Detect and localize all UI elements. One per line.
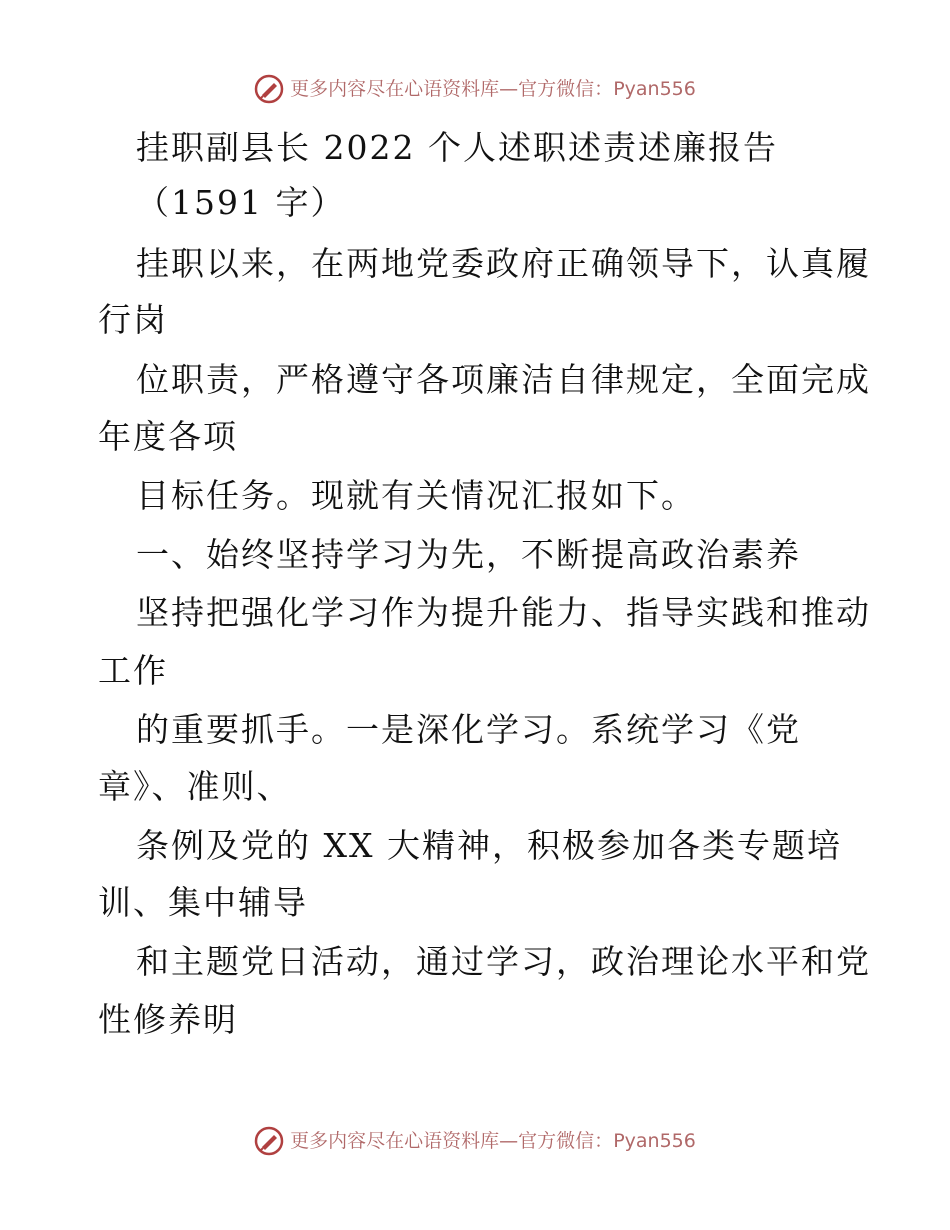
paragraph-line: 年度各项	[98, 417, 238, 456]
watermark-main-text: 更多内容尽在心语资料库	[290, 1130, 500, 1152]
paragraph-line: 挂职以来，在两地党委政府正确领导下，认真履	[136, 244, 871, 283]
watermark-separator: —	[499, 78, 519, 100]
pen-seal-icon	[254, 74, 284, 104]
watermark-wechat-id: Pyan556	[613, 1130, 696, 1152]
section-heading: 一、始终坚持学习为先，不断提高政治素养	[136, 535, 801, 574]
word-count: （1591 字）	[136, 183, 346, 222]
paragraph-line: 的重要抓手。一是深化学习。系统学习《党	[136, 710, 801, 749]
paragraph-line: 条例及党的 XX 大精神，积极参加各类专题培	[136, 826, 842, 865]
watermark-wechat-label: 官方微信：	[518, 78, 614, 100]
document-title: 挂职副县长 2022 个人述职述责述廉报告	[136, 128, 778, 167]
paragraph-line: 行岗	[98, 300, 168, 339]
header-watermark	[0, 74, 950, 104]
paragraph-line: 坚持把强化学习作为提升能力、指导实践和推动	[136, 593, 871, 632]
paragraph-line: 训、集中辅导	[98, 883, 308, 922]
watermark-wechat-id: Pyan556	[613, 78, 696, 100]
watermark-main-text: 更多内容尽在心语资料库	[290, 78, 500, 100]
paragraph-line: 和主题党日活动，通过学习，政治理论水平和党	[136, 942, 871, 981]
footer-watermark	[0, 1126, 950, 1156]
pen-seal-icon	[254, 1126, 284, 1156]
paragraph-line: 目标任务。现就有关情况汇报如下。	[136, 476, 696, 515]
paragraph-line: 位职责，严格遵守各项廉洁自律规定，全面完成	[136, 360, 871, 399]
paragraph-line: 性修养明	[98, 1000, 238, 1039]
paragraph-line: 工作	[98, 651, 168, 690]
paragraph-line: 章》、准则、	[98, 767, 292, 806]
watermark-separator: —	[499, 1130, 519, 1152]
watermark-wechat-label: 官方微信：	[518, 1130, 614, 1152]
